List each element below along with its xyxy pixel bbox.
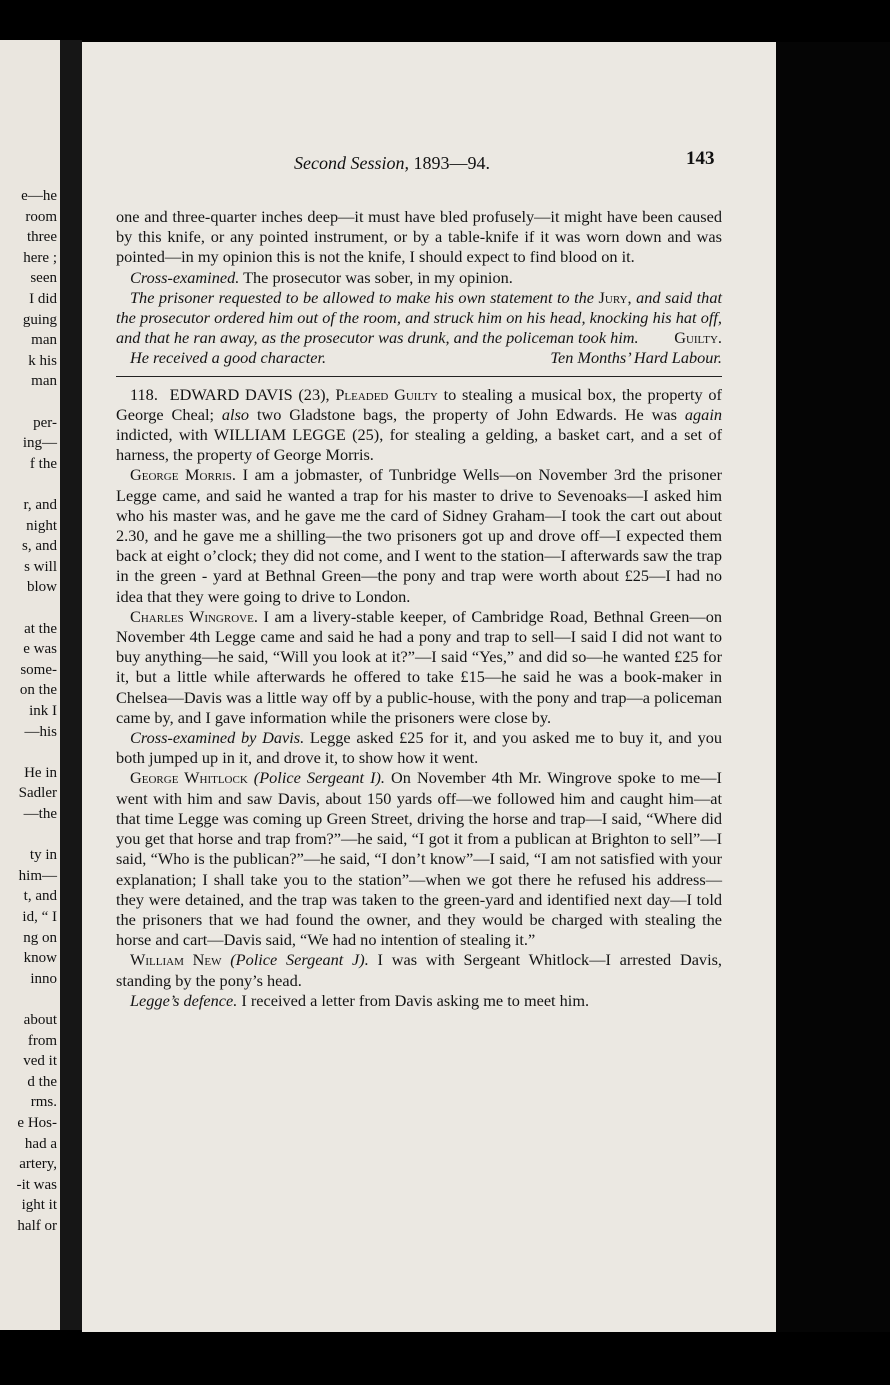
- facing-page-line: three: [27, 229, 57, 246]
- facing-page-line: man: [31, 373, 57, 390]
- facing-page-line: man: [31, 332, 57, 349]
- prisoner-statement: The prisoner requested to be allowed to make his own statement to the Jury, and said that the prosecutor ordered him out of the room, and struck him on his head, knocking his hat off, and that he ran away, as the prosecutor was drunk, and the policeman took him. Guilty.: [116, 287, 722, 348]
- facing-page-line: f the: [29, 455, 57, 472]
- wingrove-testimony: Charles Wingrove. I am a livery-stable keeper, of Cambridge Road, Bethnal Green—on November 4th Legge came and said he had a pony and trap to sell—I said I did not want to buy anything—he said, “Will you look at it?”—I said “Yes,” and did so—he wanted £25 for it, but a little while afterwards he offered to take £15—he said he was a book-maker in Chelsea—Davis was a little way off by a public-house, with the pony and trap—a policeman came by, and I gave information while the prisoners were close by.: [116, 606, 722, 727]
- verdict: Guilty.: [674, 328, 722, 348]
- defendant-age: (23),: [298, 384, 330, 404]
- cross-examined-text: The prosecutor was sober, in my opinion.: [243, 267, 513, 287]
- facing-page-line: id, “ I: [22, 909, 57, 925]
- facing-page-line: He in: [24, 764, 57, 781]
- running-header: [82, 148, 776, 183]
- sentence: Ten Months’ Hard Labour.: [550, 348, 722, 368]
- witness-whitlock: George Whitlock: [130, 768, 248, 788]
- facing-page-line: guing: [22, 311, 57, 328]
- case-118-heading: 118. EDWARD DAVIS (23), Pleaded Guilty to stealing a musical box, the property of George Cheal; also two Gladstone bags, the property of John Edwards. He was again indicted, with WILLIAM LEGGE (25), for stealing a gelding, a basket cart, and a set of harness, the property of George Morris.: [116, 384, 723, 465]
- plea: Pleaded Guilty: [335, 384, 438, 404]
- facing-page-line: k his: [28, 352, 57, 369]
- book-page: [82, 42, 776, 1332]
- facing-page-line: at the: [24, 620, 57, 637]
- facing-page-line: ing—: [22, 435, 57, 452]
- facing-page-line: Sadler: [18, 785, 57, 802]
- witness-morris: George Morris.: [130, 465, 236, 485]
- legge-defence: Legge’s defence. I received a letter from Davis asking me to meet him.: [130, 990, 590, 1010]
- facing-page-line: —his: [24, 723, 57, 740]
- facing-page-line: room: [25, 208, 57, 225]
- new-role: (Police Sergeant J).: [230, 950, 369, 970]
- cross-by-davis: Cross-examined by Davis. Legge asked £25 for it, and you asked me to buy it, and you both jumped up in it, and drove it, to show how it went.: [116, 728, 722, 768]
- facing-page-line: night: [26, 517, 57, 534]
- facing-page-line: t, and: [23, 888, 57, 905]
- facing-page-line: him—: [18, 867, 57, 884]
- facing-page-line: had a: [24, 1135, 57, 1152]
- whitlock-role: (Police Sergeant I).: [253, 768, 386, 788]
- facing-page-line: -it was: [16, 1176, 57, 1193]
- new-testimony: William New (Police Sergeant J). I was with Sergeant Whitlock—I arrested Davis, standing by the pony’s head.: [116, 950, 722, 990]
- scan-background: [776, 42, 890, 1332]
- sentence-row: [116, 348, 722, 368]
- running-title: Second Session, 1893—94.: [294, 153, 490, 173]
- facing-page-line: from: [27, 1032, 57, 1049]
- facing-page-line: e was: [23, 641, 57, 658]
- facing-page-line: e Hos-: [17, 1115, 57, 1131]
- facing-page-line: artery,: [19, 1156, 57, 1173]
- facing-page-line: half or: [17, 1218, 57, 1234]
- jury-word: Jury,: [598, 287, 632, 307]
- case-number: 118.: [130, 384, 158, 404]
- facing-page-line: d the: [27, 1073, 57, 1090]
- facing-page-line: about: [23, 1012, 57, 1028]
- witness-new: William New: [130, 950, 222, 970]
- facing-page-line: know: [23, 950, 57, 967]
- case-divider: [116, 376, 722, 377]
- facing-page-line: rms.: [30, 1094, 57, 1111]
- facing-page-line: s, and: [22, 538, 57, 555]
- facing-page-line: r, and: [23, 497, 57, 513]
- facing-page-line: ink I: [29, 703, 57, 719]
- defendant-name: EDWARD DAVIS: [169, 384, 293, 404]
- witness-wingrove: Charles Wingrove.: [130, 606, 258, 626]
- cross-by-davis-label: Cross-examined by Davis.: [130, 728, 305, 748]
- page-body: [116, 207, 722, 1011]
- facing-page-line: ng on: [23, 929, 57, 946]
- facing-page-fragment: [0, 40, 60, 1330]
- page-number: 143: [686, 148, 715, 169]
- facing-page-line: on the: [19, 682, 57, 699]
- whitlock-testimony: George Whitlock (Police Sergeant I). On November 4th Mr. Wingrove spoke to me—I went with him and saw Davis, about 150 yards off—we followed him and caught him—at that time Legge was coming up Green Street, driving the horse and trap—I said, “Where did you get that horse and trap from?”—he said, “I got it from a publican at Brighton to sell”—I said, “Who is the publican?”—he said, “I don’t know”—I said, “I am not satisfied with your explanation; I shall take you to the station”—when we got there he refused his address—they were detained, and the trap was taken to the green-yard and identified next day—I told the prisoners that we had found the owner, and they would be charged with stealing the horse and cart—Davis said, “We had no intention of stealing it.”: [116, 768, 722, 950]
- facing-page-line: e—he: [21, 188, 57, 204]
- facing-page-line: inno: [30, 970, 57, 987]
- facing-page-line: blow: [27, 579, 57, 596]
- facing-page-line: ight it: [21, 1197, 57, 1214]
- prev-case-paragraph: one and three-quarter inches deep—it must have bled profusely—it might have been caused by this knife, or any pointed instrument, or by a table-knife if it was worn down and was pointed—in my opinion this is not the knife, I should expect to find blood on it.: [116, 207, 722, 267]
- facing-page-line: ved it: [23, 1053, 57, 1070]
- defence-label: Legge’s defence.: [130, 990, 238, 1010]
- facing-page-line: some-: [20, 661, 57, 678]
- book-gutter: [60, 40, 82, 1330]
- session-years: 1893—94.: [413, 153, 490, 173]
- cross-examined-label: Cross-examined.: [130, 267, 240, 287]
- cross-examination: [116, 268, 722, 288]
- facing-page-line: s will: [24, 558, 57, 575]
- facing-page-line: seen: [30, 270, 57, 287]
- facing-page-line: here ;: [23, 249, 57, 266]
- morris-testimony: George Morris. I am a jobmaster, of Tunbridge Wells—on November 3rd the prisoner Legge came, and said he wanted a trap for his master to drive to Sevenoaks—I asked him who his master was, and he gave me the card of Sidney Graham—I took the cart out about 2.30, and he gave me a shilling—the two prisoners got up and drove off—I expected them back at eight o’clock; they did not come, and I went to the station—I afterwards saw the trap in the green - yard at Bethnal Green—the pony and trap were worth about £25—I had no idea that they were going to drive to London.: [116, 465, 723, 606]
- facing-page-line: per-: [33, 414, 57, 431]
- facing-page-line: ty in: [29, 847, 57, 864]
- character-note: He received a good character.: [130, 348, 327, 368]
- facing-page-line: —the: [23, 806, 57, 822]
- facing-page-line: I did: [29, 291, 57, 307]
- codefendant-name: WILLIAM LEGGE: [213, 425, 346, 445]
